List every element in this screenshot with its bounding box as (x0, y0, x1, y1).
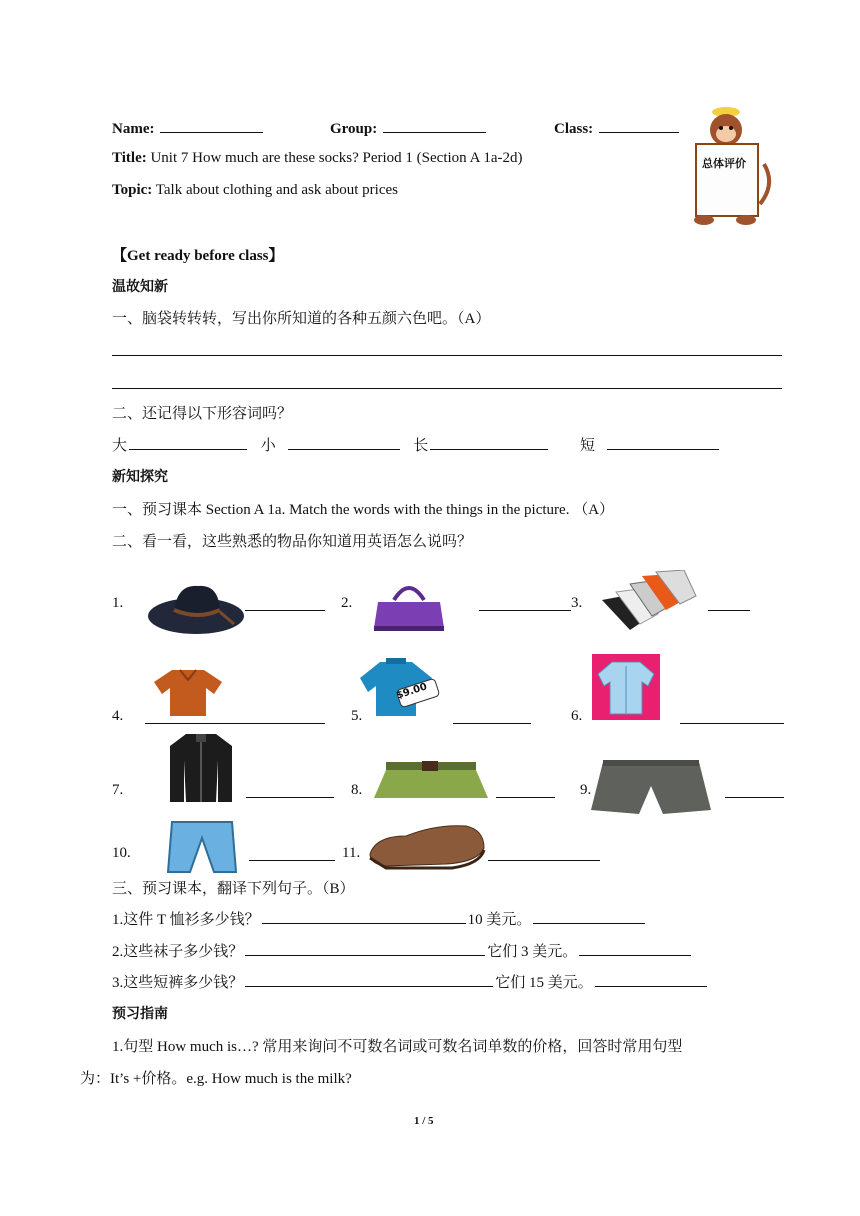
adj-big-blank[interactable] (129, 435, 247, 450)
translate-heading: 三、预习课本，翻译下列句子。（B） (112, 881, 355, 897)
answer-line-2[interactable] (112, 388, 782, 389)
topic-text: Talk about clothing and ask about prices (155, 182, 399, 198)
title-label: Title: (112, 150, 147, 166)
sentence-1-blank-b[interactable] (533, 909, 645, 924)
guide-heading: 预习指南 (112, 1006, 168, 1022)
adj-small-blank[interactable] (288, 435, 400, 450)
review-q1: 一、脑袋转转转，写出你所知道的各种五颜六色吧。（A） (112, 311, 491, 327)
item-8-blank[interactable] (496, 783, 555, 798)
sweater-price-tag: $9.00 (395, 681, 429, 702)
adj-small: 小 (260, 438, 276, 454)
guide-line-2: 为：It’s +价格。e.g. How much is the milk? (80, 1071, 352, 1087)
class-field (554, 118, 681, 138)
item-2-number: 2. (341, 595, 353, 611)
sentence-3-question: 3.这些短裤多少钱？ (112, 975, 244, 991)
sentence-1-blank-a[interactable] (262, 909, 466, 924)
socks-icon (594, 570, 700, 644)
adj-short: 短 (580, 438, 596, 454)
item-11-blank[interactable] (488, 846, 600, 861)
badge-text: 总体评价 (702, 157, 746, 170)
item-10-number: 10. (112, 845, 131, 861)
group-blank[interactable] (383, 118, 486, 133)
skirt-icon (372, 758, 490, 802)
class-blank[interactable] (599, 118, 679, 133)
page-number: 1 / 5 (414, 1115, 434, 1127)
adj-long-blank[interactable] (430, 435, 548, 450)
topic-label: Topic: (112, 182, 153, 198)
translate-sentence-3 (112, 971, 709, 992)
name-blank[interactable] (160, 118, 263, 133)
adj-big: 大 (112, 438, 128, 454)
ready-heading: 【Get ready before class】 (112, 248, 284, 264)
shirt-icon (592, 654, 660, 720)
topic-line (112, 182, 398, 199)
item-1-blank[interactable] (245, 596, 325, 611)
item-3-number: 3. (571, 595, 583, 611)
title-text: Unit 7 How much are these socks? Period 1 (Section A 1a-2d) (150, 150, 523, 166)
sentence-2-blank-b[interactable] (579, 941, 691, 956)
guide-line-1: 1.句型 How much is…? 常用来询问不可数名词或可数名词单数的价格，回答时常用句型 (112, 1039, 683, 1055)
item-7-blank[interactable] (246, 783, 334, 798)
sentence-3-answer: 它们 15 美元。 (495, 975, 593, 991)
name-field (112, 118, 265, 138)
item-5-blank[interactable] (453, 709, 531, 724)
review-heading: 温故知新 (112, 279, 168, 295)
item-7-number: 7. (112, 782, 124, 798)
item-1-number: 1. (112, 595, 124, 611)
adjective-row (112, 434, 721, 455)
class-label: Class: (554, 121, 594, 137)
item-3-blank[interactable] (708, 596, 750, 611)
trousers-icon (166, 818, 238, 874)
new-q1: 一、预习课本 Section A 1a. Match the words with the things in the picture. （A） (112, 502, 615, 518)
item-8-number: 8. (351, 782, 363, 798)
shoe-icon (366, 818, 488, 874)
group-label: Group: (330, 121, 378, 137)
item-6-number: 6. (571, 708, 583, 724)
item-9-blank[interactable] (725, 783, 784, 798)
sentence-1-question: 1.这件 T 恤衫多少钱？ (112, 912, 260, 928)
handbag-icon (372, 576, 446, 632)
item-2-blank[interactable] (479, 596, 571, 611)
sentence-2-blank-a[interactable] (245, 941, 485, 956)
adj-long: 长 (413, 438, 429, 454)
item-4-blank[interactable] (145, 709, 325, 724)
shorts-icon (589, 756, 713, 818)
item-6-blank[interactable] (680, 709, 784, 724)
sentence-3-blank-b[interactable] (595, 972, 707, 987)
sentence-2-answer: 它们 3 美元。 (487, 944, 578, 960)
name-label: Name: (112, 121, 155, 137)
new-heading: 新知探究 (112, 469, 168, 485)
item-11-number: 11. (342, 845, 361, 861)
item-10-blank[interactable] (249, 846, 335, 861)
item-4-number: 4. (112, 708, 124, 724)
review-q2: 二、还记得以下形容词吗？ (112, 406, 293, 422)
adj-short-blank[interactable] (607, 435, 719, 450)
hat-icon (146, 576, 246, 638)
title-line (112, 150, 522, 167)
new-q2: 二、看一看，这些熟悉的物品你知道用英语怎么说吗？ (112, 534, 473, 550)
jacket-icon (166, 730, 236, 804)
sentence-1-answer: 10 美元。 (467, 912, 532, 928)
answer-line-1[interactable] (112, 355, 782, 356)
item-5-number: 5. (351, 708, 363, 724)
item-9-number: 9. (580, 782, 592, 798)
translate-sentence-1 (112, 908, 647, 929)
translate-sentence-2 (112, 940, 693, 961)
sentence-2-question: 2.这些袜子多少钱？ (112, 944, 244, 960)
group-field (330, 118, 488, 138)
sentence-3-blank-a[interactable] (245, 972, 493, 987)
